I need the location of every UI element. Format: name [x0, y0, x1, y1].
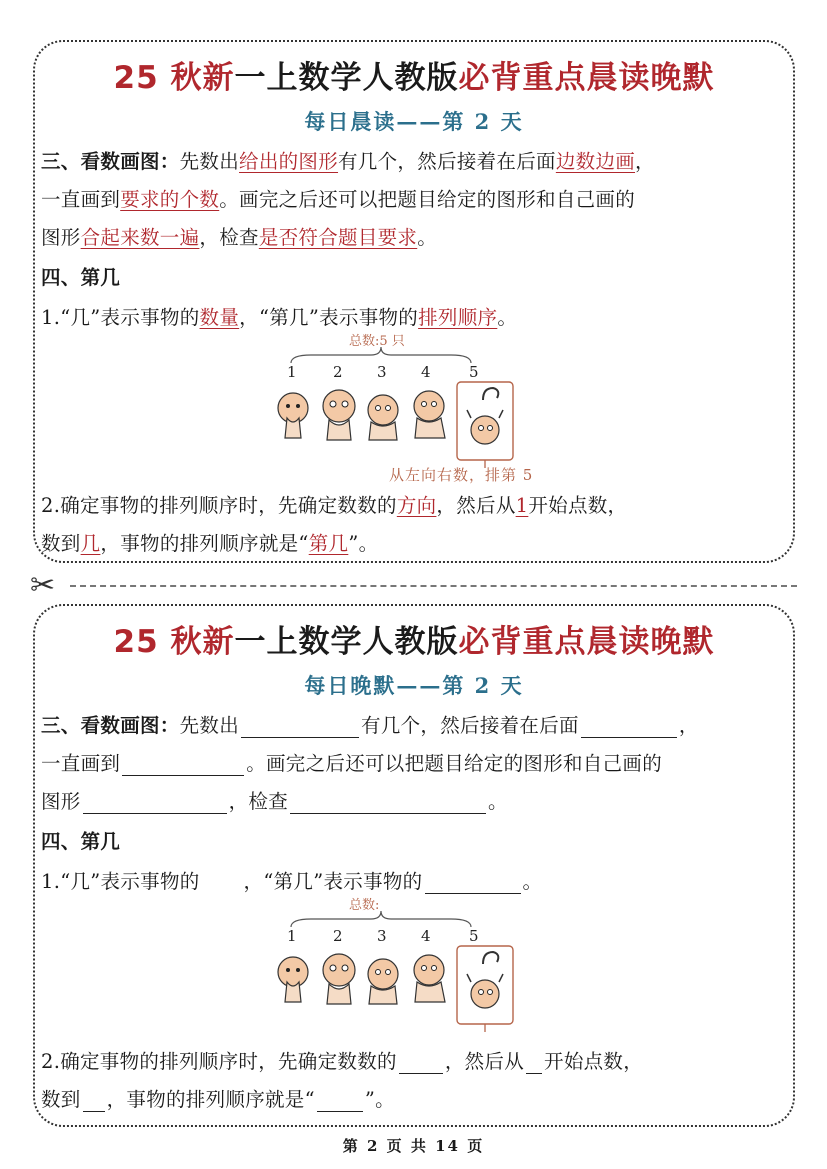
text: ”。	[348, 532, 379, 555]
number-label: 4	[421, 927, 431, 945]
text: 。	[488, 790, 508, 813]
text: ，事物的排列顺序就是“	[100, 532, 309, 555]
fill-blank[interactable]	[526, 1053, 542, 1074]
number-labels	[287, 927, 479, 945]
answer-text: 要求的个数	[120, 188, 220, 211]
cut-line	[70, 585, 797, 587]
page-footer: 第 2 页 共 14 页	[342, 1137, 485, 1155]
text: 1.“几”表示事物的	[41, 870, 200, 893]
total-brace	[291, 911, 471, 927]
text: ，然后从	[436, 494, 516, 517]
section3-line1	[41, 710, 785, 738]
monkey-icon	[368, 395, 398, 440]
evening-subtitle: 每日晚默——第 2 天	[304, 673, 524, 698]
text: 。画完之后还可以把题目给定的图形和自己画的	[219, 188, 636, 211]
monkey-icon	[414, 391, 445, 438]
monkey-figure	[271, 330, 571, 470]
section4-label: 四、第几	[41, 830, 121, 853]
number-labels	[287, 363, 479, 381]
section3-label: 三、看数画图：	[41, 150, 180, 173]
page-title	[35, 616, 793, 661]
point2-line2	[41, 528, 785, 556]
monkey-icon	[414, 955, 445, 1002]
answer-text: 排列顺序	[418, 306, 498, 329]
answer-text: 几	[80, 532, 101, 555]
text: 。	[417, 226, 438, 249]
text: 2.确定事物的排列顺序时，先确定数数的	[41, 494, 397, 517]
text: 1.“几”表示事物的	[41, 306, 200, 329]
section3-label: 三、看数画图：	[41, 714, 180, 737]
text: ，检查	[228, 790, 289, 813]
fill-blank[interactable]	[122, 755, 244, 776]
title-part1: 25 秋新	[113, 624, 235, 660]
number-label: 1	[287, 363, 297, 381]
fill-blank[interactable]	[202, 874, 242, 894]
monkey-icon	[323, 390, 355, 440]
text: ，“第几”表示事物的	[243, 870, 423, 893]
fill-blank[interactable]	[425, 873, 521, 894]
point2-line2	[41, 1084, 785, 1112]
title-part1: 25 秋新	[113, 60, 235, 96]
fill-blank[interactable]	[83, 1091, 105, 1112]
fill-blank[interactable]	[399, 1053, 443, 1074]
text: 。画完之后还可以把题目给定的图形和自己画的	[246, 752, 663, 775]
text: 图形	[41, 226, 81, 249]
text: ，事物的排列顺序就是“	[106, 1088, 315, 1111]
number-label: 3	[377, 363, 387, 381]
section3-line3	[41, 786, 785, 814]
morning-subtitle: 每日晨读——第 2 天	[304, 109, 524, 134]
scissors-icon: ✂	[30, 568, 56, 603]
answer-text: 是否符合题目要求	[258, 226, 418, 249]
section3-line1	[41, 146, 785, 174]
section3-line2	[41, 748, 785, 776]
figure-arrow-label: 从左向右数，排第 5	[389, 466, 534, 484]
answer-text: 边数边画	[555, 150, 636, 173]
total-brace	[291, 347, 471, 363]
point2-line1	[41, 490, 785, 518]
number-label: 5	[469, 927, 479, 945]
text: 。	[497, 306, 518, 329]
text: 开始点数，	[528, 494, 628, 517]
text: 2.确定事物的排列顺序时，先确定数数的	[41, 1050, 397, 1073]
answer-text: 方向	[396, 494, 437, 517]
text: 数到	[41, 1088, 81, 1111]
morning-card	[33, 40, 795, 563]
title-part3: 必背重点晨读晚默	[458, 624, 715, 660]
fill-blank[interactable]	[83, 793, 227, 814]
title-part3: 必背重点晨读晚默	[458, 60, 715, 96]
answer-text: 合起来数一遍	[80, 226, 200, 249]
section4-label: 四、第几	[41, 266, 121, 289]
text: 。	[522, 870, 543, 893]
fill-blank[interactable]	[581, 717, 677, 738]
number-label: 2	[333, 927, 343, 945]
number-label: 4	[421, 363, 431, 381]
page-title	[35, 52, 793, 97]
text: 一直画到	[41, 188, 121, 211]
text: 开始点数，	[544, 1050, 644, 1073]
point1	[41, 302, 785, 330]
point1	[41, 866, 785, 894]
text: ”。	[364, 1088, 395, 1111]
figure-total-label: 总数:	[349, 898, 380, 913]
point2-line1	[41, 1046, 785, 1074]
section3-line3	[41, 222, 785, 250]
answer-text: 第几	[308, 532, 349, 555]
fill-blank[interactable]	[290, 793, 486, 814]
answer-text: 给出的图形	[239, 150, 339, 173]
title-part2: 一上数学人教版	[234, 624, 459, 660]
monkey-icon	[467, 952, 503, 1008]
text: ，“第几”表示事物的	[239, 306, 419, 329]
monkey-group	[278, 382, 513, 460]
text: 有几个，然后接着在后面	[338, 150, 556, 173]
answer-text: 1	[515, 494, 529, 517]
text: 先数出	[179, 714, 240, 737]
monkey-icon	[278, 957, 308, 1002]
answer-text: 数量	[199, 306, 240, 329]
number-label: 3	[377, 927, 387, 945]
fill-blank[interactable]	[317, 1091, 363, 1112]
text: ，然后从	[444, 1050, 525, 1073]
monkey-group	[278, 946, 513, 1024]
number-label: 2	[333, 363, 343, 381]
text: ，检查	[199, 226, 259, 249]
title-part2: 一上数学人教版	[234, 60, 459, 96]
section3-line2	[41, 184, 785, 212]
text: 有几个，然后接着在后面	[361, 714, 579, 737]
fill-blank[interactable]	[241, 717, 359, 738]
number-label: 1	[287, 927, 297, 945]
text: 图形	[41, 790, 81, 813]
monkey-figure	[271, 894, 571, 1034]
number-label: 5	[469, 363, 479, 381]
monkey-icon	[323, 954, 355, 1004]
text: 先数出	[179, 150, 240, 173]
text: ，	[635, 150, 655, 173]
text: ，	[678, 714, 699, 737]
monkey-icon	[467, 388, 503, 444]
text: 一直画到	[41, 752, 121, 775]
text: 数到	[41, 532, 81, 555]
monkey-icon	[368, 959, 398, 1004]
figure-total-label: 总数:5 只	[349, 334, 405, 349]
evening-card	[33, 604, 795, 1127]
monkey-icon	[278, 393, 308, 438]
